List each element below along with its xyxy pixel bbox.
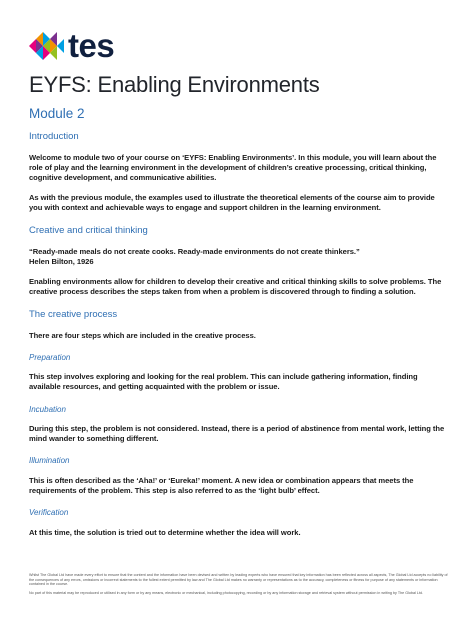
quote-author: Helen Bilton, 1926 <box>29 257 94 266</box>
tes-logo <box>29 29 114 63</box>
creative-thinking-heading: Creative and critical thinking <box>29 225 148 236</box>
creative-paragraph: Enabling environments allow for children to develop their creative and critical thinking skills to solve problems. The creative process describes the steps taken from when a problem is discovered through to finding a solution. <box>29 277 442 296</box>
document-title: EYFS: Enabling Environments <box>29 72 320 97</box>
tes-logo-mark-icon <box>29 31 65 61</box>
footer-copyright: No part of this material may be reproduced or utilised in any form or by any means, electronic or mechanical, including photocopying, recording or by any information storage and retrieval system without permission in writing by The Global Ltd. <box>29 591 424 595</box>
incubation-paragraph: During this step, the problem is not considered. Instead, there is a period of abstinence from mental work, letting the mind wander to something different. <box>29 424 445 443</box>
illumination-paragraph: This is often described as the ‘Aha!’ or ‘Eureka!’ moment. A new idea or combination appears that meets the requirements of the problem. This step is also referred to as the ‘light bulb’ effect. <box>29 476 414 495</box>
creative-process-paragraph: There are four steps which are included in the creative process. <box>29 331 256 340</box>
creative-process-heading: The creative process <box>29 309 118 320</box>
illumination-heading: Illumination <box>29 456 70 465</box>
footer-disclaimer: Whilst The Global Ltd have made every effort to ensure that the content and the information have been devised and written by leading experts who have ensured that key information has been reflected across all aspects, The Global Ltd accepts no liability of the consequences of any errors, omissions or incorrect statements to the fullest extent permitted by law and The Global Ltd makes no warranty or representations as to the accuracy, completeness or fitness for purpose of any statements or information contained in the course. <box>29 573 448 587</box>
preparation-heading: Preparation <box>29 353 71 362</box>
verification-heading: Verification <box>29 508 69 517</box>
incubation-heading: Incubation <box>29 405 66 414</box>
introduction-heading: Introduction <box>29 131 79 142</box>
module-heading: Module 2 <box>29 106 85 121</box>
logo-text: tes <box>68 27 115 64</box>
intro-paragraph-1: Welcome to module two of your course on ‘EYFS: Enabling Environments’. In this module, you will learn about the role of play and the learning environment in the development of children’s creative processing, critical thinking, cognitive development, and communicative abilities. <box>29 153 437 182</box>
preparation-paragraph: This step involves exploring and looking for the real problem. This can include gathering information, finding available resources, and getting acquainted with the problem or issue. <box>29 372 418 391</box>
verification-paragraph: At this time, the solution is tried out to determine whether the idea will work. <box>29 528 301 537</box>
quote-text: “Ready-made meals do not create cooks. Ready-made environments do not create thinkers.” <box>29 247 360 256</box>
intro-paragraph-2: As with the previous module, the examples used to illustrate the theoretical elements of the course aim to provide you with context and achievable ways to engage and support children in the learning environment. <box>29 193 435 212</box>
